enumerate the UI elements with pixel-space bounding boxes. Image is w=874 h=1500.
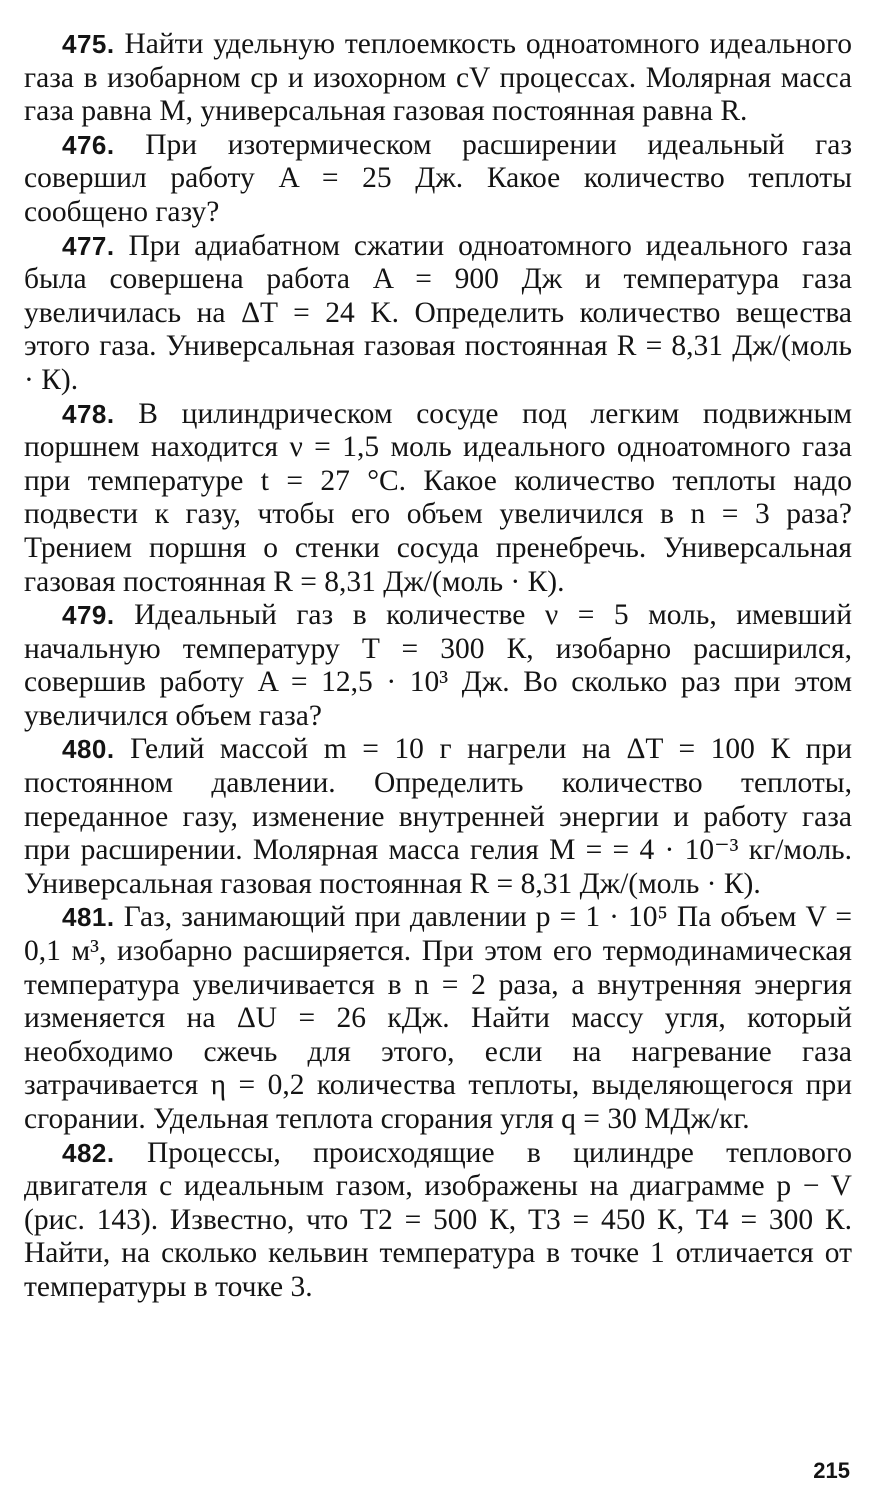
problem-475 bbox=[24, 28, 852, 129]
problem-text: Идеальный газ в количестве ν = 5 моль, имевший начальную температуру T = 300 К, изобарно расширился, совершив работу A = 12,5 · 10³ Дж. Во сколько раз при этом увеличился объем газа? bbox=[24, 599, 852, 732]
textbook-page bbox=[24, 28, 852, 1305]
problem-text: Процессы, происходящие в цилиндре теплового двигателя с идеальным газом, изображены на диаграмме p − V (рис. 143). Известно, что T2 = 500 К, T3 = 450 К, T4 = 300 К. Найти, на сколько кельвин температура в точке 1 отличается от температуры в точке 3. bbox=[24, 1136, 852, 1303]
problem-number: 475. bbox=[62, 29, 115, 59]
problem-482 bbox=[24, 1137, 852, 1305]
problem-text: Гелий массой m = 10 г нагрели на ΔT = 100 К при постоянном давлении. Определить количество теплоты, переданное газу, изменение внутренней энергии и работу газа при расширении. Молярная масса гелия M = = 4 · 10⁻³ кг/моль. Универсальная газовая постоянная R = 8,31 Дж/(моль · К). bbox=[24, 733, 852, 900]
problem-text: Газ, занимающий при давлении p = 1 · 10⁵ Па объем V = 0,1 м³, изобарно расширяется. При этом его термодинамическая температура увеличивается в n = 2 раза, а внутренняя энергия изменяется на ΔU = 26 кДж. Найти массу угля, который необходимо сжечь для этого, если на нагревание газа затрачивается η = 0,2 количества теплоты, выделяющегося при сгорании. Удельная теплота сгорания угля q = 30 МДж/кг. bbox=[24, 901, 852, 1135]
page-number: 215 bbox=[813, 1458, 850, 1483]
problem-number: 476. bbox=[62, 129, 115, 160]
problem-number: 482. bbox=[62, 1137, 115, 1168]
problem-number: 477. bbox=[62, 230, 115, 261]
problem-number: 481. bbox=[62, 902, 115, 933]
problem-480 bbox=[24, 733, 852, 901]
problem-text: В цилиндрическом сосуде под легким подвижным поршнем находится ν = 1,5 моль идеального одноатомного газа при температуре t = 27 °С. Какое количество теплоты надо подвести к газу, чтобы его объем увеличился в n = 3 раза? Трением поршня о стенки сосуда пренебречь. Универсальная газовая постоянная R = 8,31 Дж/(моль · К). bbox=[24, 397, 852, 598]
problem-number: 478. bbox=[62, 398, 115, 429]
problem-text: При изотермическом расширении идеальный газ совершил работу A = 25 Дж. Какое количество теплоты сообщено газу? bbox=[24, 128, 853, 228]
problem-479 bbox=[24, 599, 852, 733]
problem-number: 479. bbox=[62, 600, 115, 631]
problem-number: 480. bbox=[62, 734, 115, 765]
problem-478 bbox=[24, 398, 852, 600]
problem-481 bbox=[24, 901, 852, 1136]
problem-476 bbox=[24, 129, 852, 230]
problem-text: Найти удельную теплоемкость одноатомного идеального газа в изобарном cp и изохорном cV процессах. Молярная масса газа равна M, универсальная газовая постоянная равна R. bbox=[24, 28, 852, 128]
problem-477 bbox=[24, 230, 852, 398]
problem-text: При адиабатном сжатии одноатомного идеального газа была совершена работа A = 900 Дж и температура газа увеличилась на ΔT = 24 K. Определить количество вещества этого газа. Универсальная газовая постоянная R = 8,31 Дж/(моль · К). bbox=[24, 229, 852, 396]
